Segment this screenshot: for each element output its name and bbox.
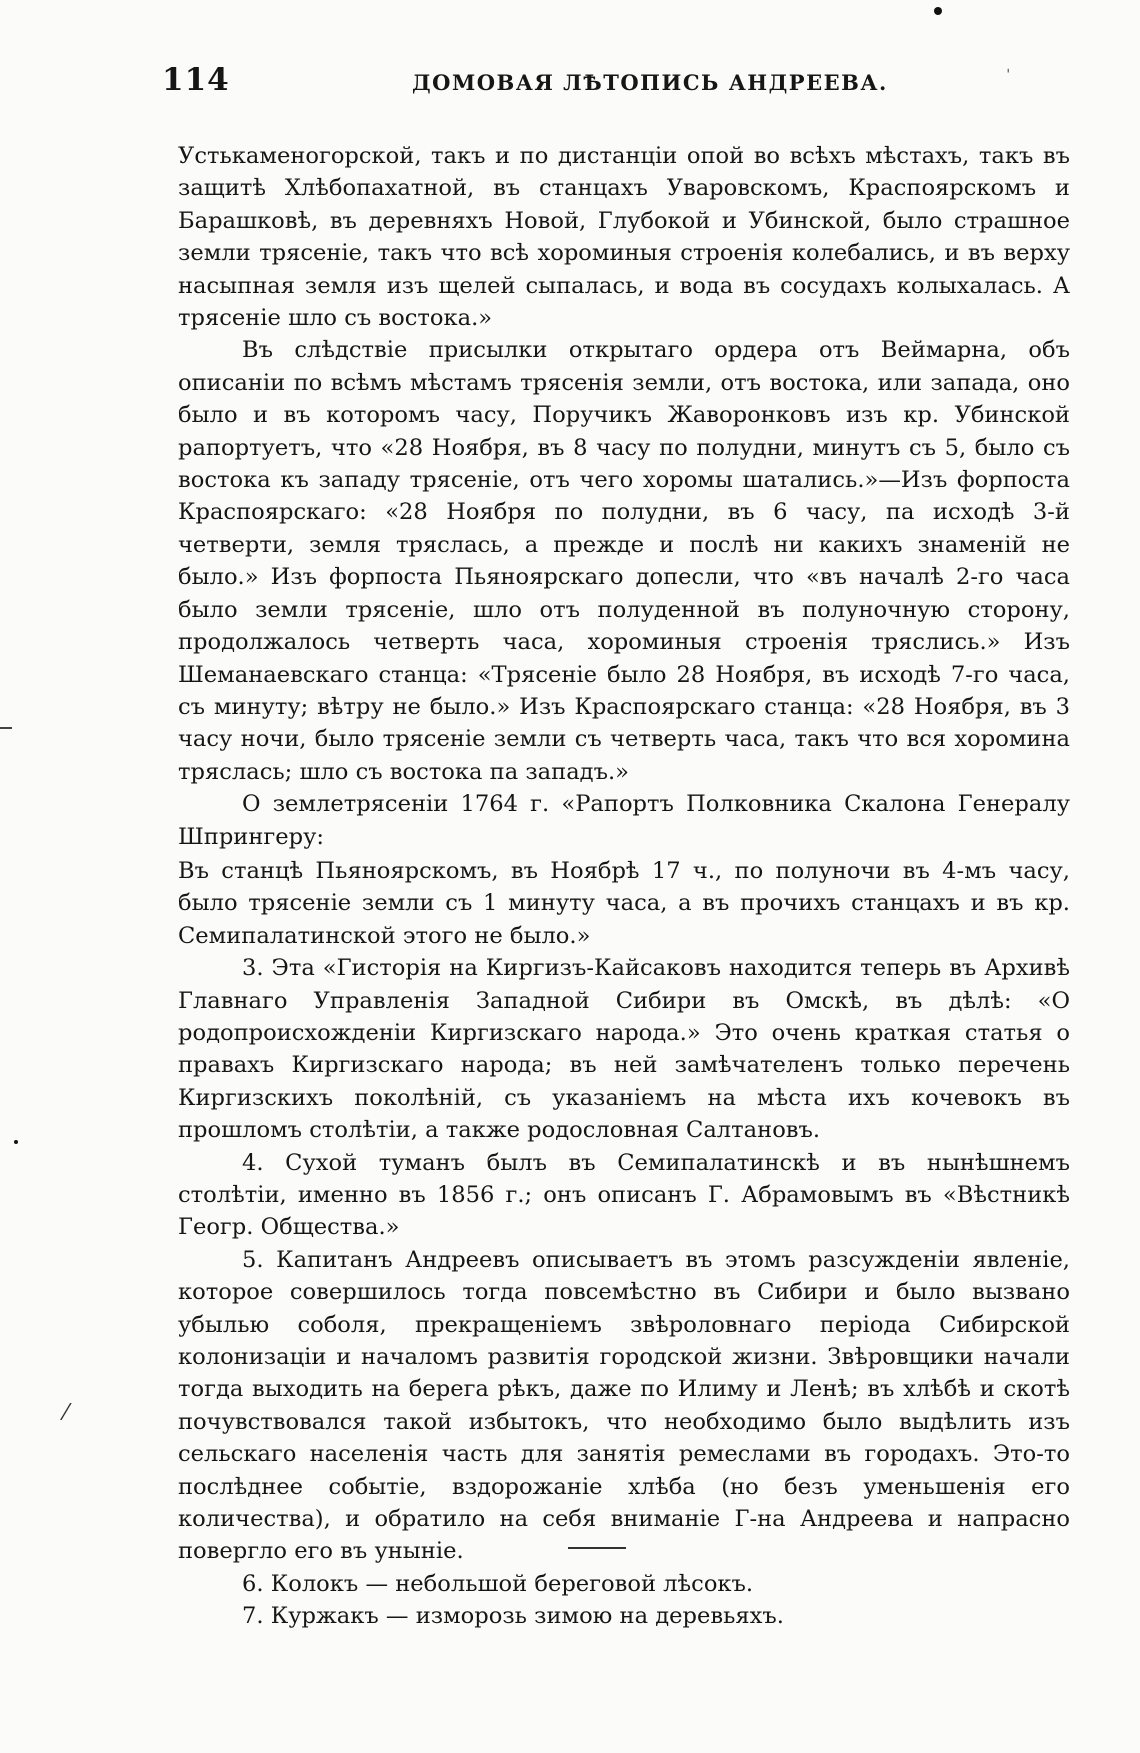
note-7: 7. Куржакъ — изморозь зимою на деревьяхъ. bbox=[242, 1603, 784, 1630]
scan-mark: ⁄ bbox=[64, 1401, 68, 1426]
page-number: 114 bbox=[162, 62, 230, 98]
page-header bbox=[162, 62, 1062, 102]
note-5: 5. Капитанъ Андреевъ описываетъ въ этомъ разсужденіи явленіе, которое совершилось тогда повсемѣстно въ Сибири и было вызвано убылью соболя, прекращеніемъ звѣроловнаго періода Сибирской колонизаціи и началомъ развитія городской жизни. Звѣровщики начали тогда выходить на берега рѣкъ, даже по Илиму и Ленѣ; въ хлѣбѣ и скотѣ почувствовался такой избытокъ, что необходимо было выдѣлить изъ сельскаго населенія часть для занятія ремеслами въ городахъ. Это-то послѣднее событіе, вздорожаніе хлѣба (но безъ уменьшенія его количества), и обратило на себя вниманіе Г-на Андреева и напрасно повергло его въ уныніе. bbox=[178, 1246, 1070, 1565]
scan-speck-top bbox=[934, 7, 942, 15]
paragraph-earthquake-reports: Въ слѣдствіе присылки открытаго ордера отъ Веймарна, объ описаніи по всѣмъ мѣстамъ трясенія земли, отъ востока, или запада, оно было и въ которомъ часу, Поручикъ Жаворонковъ изъ кр. Убинской рапортуетъ, что «28 Ноября, въ 8 часу по полудни, минутъ съ 5, было съ востока къ западу трясеніе, отъ чего хоромы шатались.»—Изъ форпоста Краспоярскаго: «28 Ноября по полудни, въ 6 часу, па исходѣ 3-й четверти, земля тряслась, а прежде и послѣ ни какихъ знаменій не было.» Изъ форпоста Пьяноярскаго допесли, что «въ началѣ 2-го часа было земли трясеніе, шло отъ полуденной въ полуночную сторону, продолжалось четверть часа, хороминыя строенія тряслись.» Изъ Шеманаевскаго станца: «Трясеніе было 28 Ноября, въ исходѣ 7-го часа, съ минуту; вѣтру не было.» Изъ Краспоярскаго станца: «28 Ноября, въ 3 часу ночи, было трясеніе земли съ четверть часа, такъ что вся хоромина тряслась; шло съ востока па западъ.» bbox=[178, 337, 1070, 785]
margin-mark bbox=[0, 727, 12, 729]
page-body bbox=[178, 140, 1070, 1633]
paragraph-continued: Устькаменогорской, такъ и по дистанціи опой во всѣхъ мѣстахъ, такъ въ защитѣ Хлѣбопахатной, въ станцахъ Уваровскомъ, Краспоярскомъ и Барашковѣ, въ деревняхъ Новой, Глубокой и Убинской, было страшное земли трясеніе, такъ что всѣ хороминыя строенія колебались, и въ верху насыпная земля изъ щелей сыпалась, и вода въ сосудахъ колыхалась. А трясеніе шло съ востока.» bbox=[178, 143, 1070, 332]
note-6: 6. Колокъ — небольшой береговой лѣсокъ. bbox=[242, 1570, 754, 1597]
scan-speck-left bbox=[14, 1140, 18, 1144]
paragraph-1764-report-text: Въ станцѣ Пьяноярскомъ, въ Ноябрѣ 17 ч., по полуночи въ 4-мъ часу, было трясеніе земли съ 1 минуту часа, а въ прочихъ станцахъ и въ кр. Семипалатинской этого не было.» bbox=[178, 857, 1070, 949]
paragraph-1764-report-intro: О землетрясеніи 1764 г. «Рапортъ Полковника Скалона Генералу Шпрингеру: bbox=[178, 791, 1070, 850]
scan-mark-top: ˈ bbox=[1006, 66, 1011, 85]
note-4: 4. Сухой туманъ былъ въ Семипалатинскѣ и въ нынѣшнемъ столѣтіи, именно въ 1856 г.; онъ описанъ Г. Абрамовымъ въ «Вѣстникѣ Геогр. Общества.» bbox=[178, 1149, 1070, 1241]
note-3: 3. Эта «Гисторія на Киргизъ-Кайсаковъ находится теперь въ Архивѣ Главнаго Управленія Западной Сибири въ Омскѣ, въ дѣлѣ: «О родопроисхожденіи Киргизскаго народа.» Это очень краткая статья о правахъ Киргизскаго народа; въ ней замѣчателенъ только перечень Киргизскихъ поколѣній, съ указаніемъ на мѣста ихъ кочевокъ въ прошломъ столѣтіи, а также родословная Салтановъ. bbox=[178, 955, 1070, 1144]
running-title: ДОМОВАЯ ЛѢТОПИСЬ АНДРЕЕВА. bbox=[412, 70, 888, 95]
end-rule bbox=[568, 1547, 626, 1549]
